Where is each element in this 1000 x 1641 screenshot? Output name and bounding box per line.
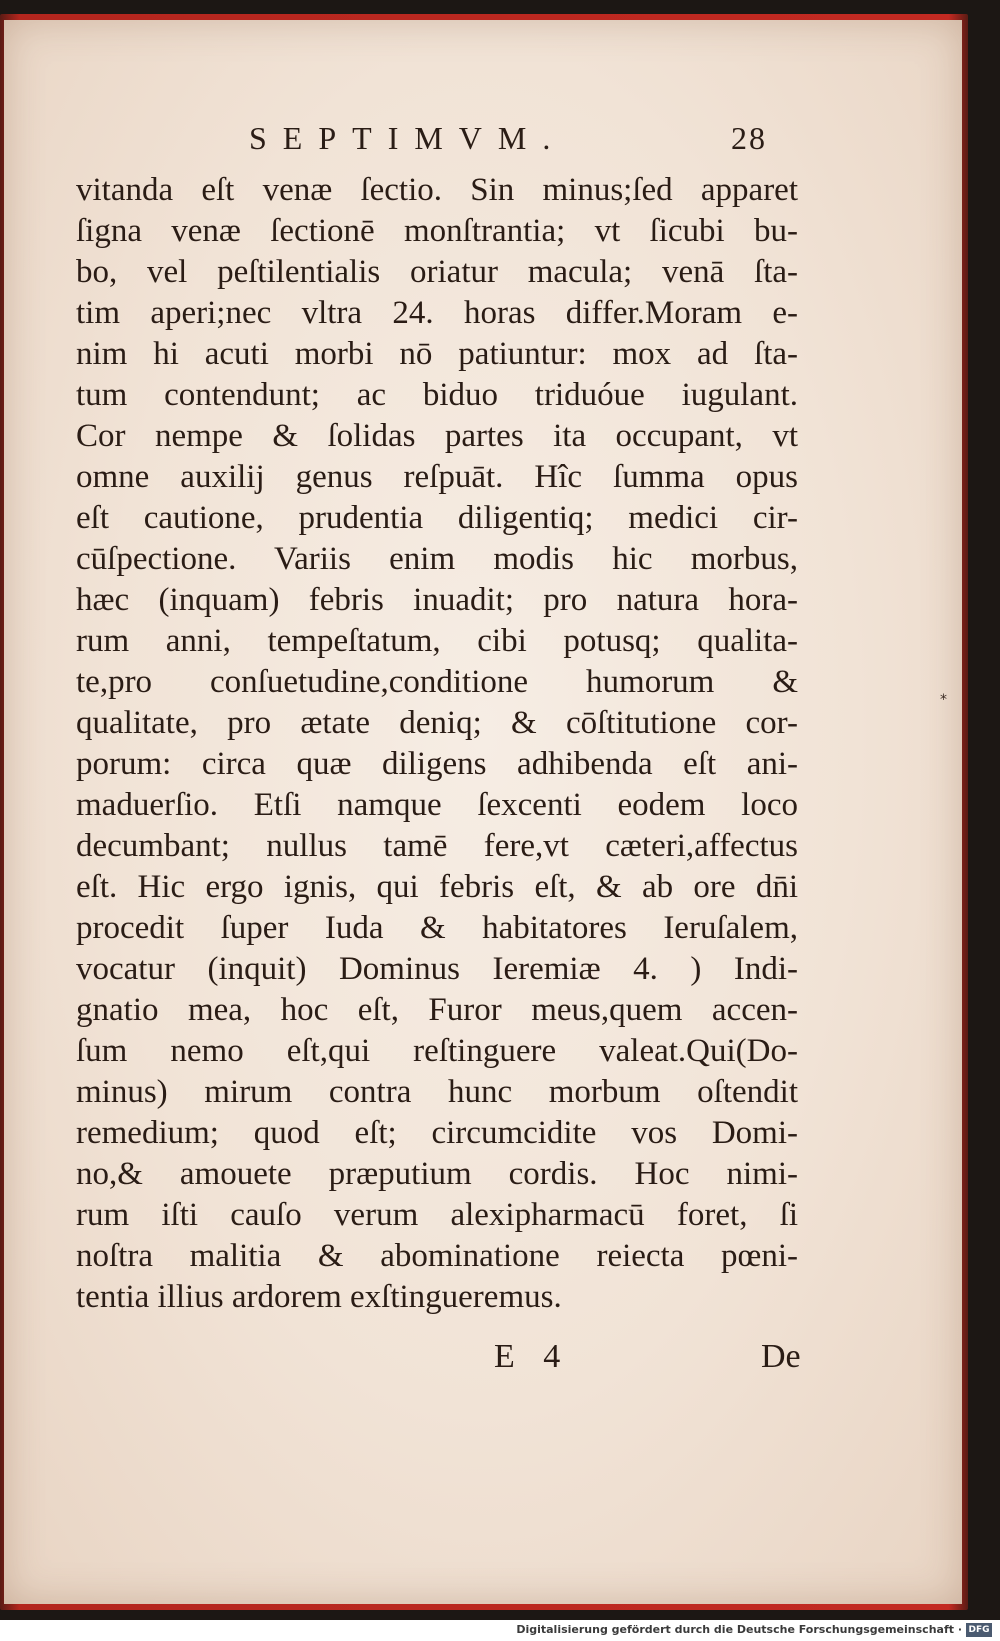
page-footer bbox=[4, 1338, 962, 1382]
text-line: minus) mirum contra hunc morbum oſtendit bbox=[76, 1074, 798, 1110]
text-line: gnatio mea, hoc eſt, Furor meus,quem accen- bbox=[76, 992, 798, 1028]
text-line: porum: circa quæ diligens adhibenda eſt ani- bbox=[76, 746, 798, 782]
text-line: rum anni, tempeſtatum, cibi potusq; qualita- bbox=[76, 623, 798, 659]
text-line: remedium; quod eſt; circumcidite vos Domi- bbox=[76, 1115, 798, 1151]
text-line: tum contendunt; ac biduo triduóue iugulant. bbox=[76, 377, 798, 413]
text-line: eſt. Hic ergo ignis, qui febris eſt, & ab ore dn̄i bbox=[76, 869, 798, 905]
running-title: SEPTIMVM. bbox=[249, 120, 567, 156]
text-line: tentia illius ardorem exſtingueremus. bbox=[76, 1279, 562, 1315]
text-line: tim aperi;nec vltra 24. horas differ.Moram e- bbox=[76, 295, 798, 331]
text-line: vitanda eſt venæ ſectio. Sin minus;ſed apparet bbox=[76, 172, 798, 208]
text-line: omne auxilij genus reſpuāt. Hîc ſumma opus bbox=[76, 459, 798, 495]
ink-speck: * bbox=[940, 692, 947, 708]
page-number: 28 bbox=[731, 120, 767, 156]
body-text bbox=[76, 170, 798, 1318]
text-line: rum iſti cauſo verum alexipharmacū foret, ſi bbox=[76, 1197, 798, 1233]
running-head bbox=[4, 120, 962, 160]
text-line: maduerſio. Etſi namque ſexcenti eodem loco bbox=[76, 787, 798, 823]
text-line: qualitate, pro ætate deniq; & cōſtitutione cor- bbox=[76, 705, 798, 741]
text-line: decumbant; nullus tamē fere,vt cæteri,affectus bbox=[76, 828, 798, 864]
credit-bar bbox=[0, 1620, 1000, 1641]
text-line: Cor nempe & ſolidas partes ita occupant, vt bbox=[76, 418, 798, 454]
text-line: vocatur (inquit) Dominus Ieremiæ 4. ) Indi- bbox=[76, 951, 798, 987]
text-line: procedit ſuper Iuda & habitatores Ieruſalem, bbox=[76, 910, 798, 946]
signature-mark: E 4 bbox=[494, 1338, 571, 1375]
text-line: hæc (inquam) febris inuadit; pro natura hora- bbox=[76, 582, 798, 618]
text-line: noſtra malitia & abominatione reiecta pœni- bbox=[76, 1238, 798, 1274]
text-line: ſum nemo eſt,qui reſtinguere valeat.Qui(Do- bbox=[76, 1033, 798, 1069]
text-line: cūſpectione. Variis enim modis hic morbus, bbox=[76, 541, 798, 577]
text-line: bo, vel peſtilentialis oriatur macula; venā ſta- bbox=[76, 254, 798, 290]
dfg-logo-icon: DFG bbox=[966, 1623, 992, 1637]
book-page bbox=[4, 20, 962, 1604]
text-line: no,& amouete præputium cordis. Hoc nimi- bbox=[76, 1156, 798, 1192]
credit-text: Digitalisierung gefördert durch die Deutsche Forschungsgemeinschaft · bbox=[516, 1623, 962, 1636]
text-line: nim hi acuti morbi nō patiuntur: mox ad ſta- bbox=[76, 336, 798, 372]
text-line: te,pro conſuetudine,conditione humorum & bbox=[76, 664, 798, 700]
catchword: De bbox=[761, 1338, 801, 1375]
text-line: eſt cautione, prudentia diligentiq; medici cir- bbox=[76, 500, 798, 536]
text-line: ſigna venæ ſectionē monſtrantia; vt ſicubi bu- bbox=[76, 213, 798, 249]
